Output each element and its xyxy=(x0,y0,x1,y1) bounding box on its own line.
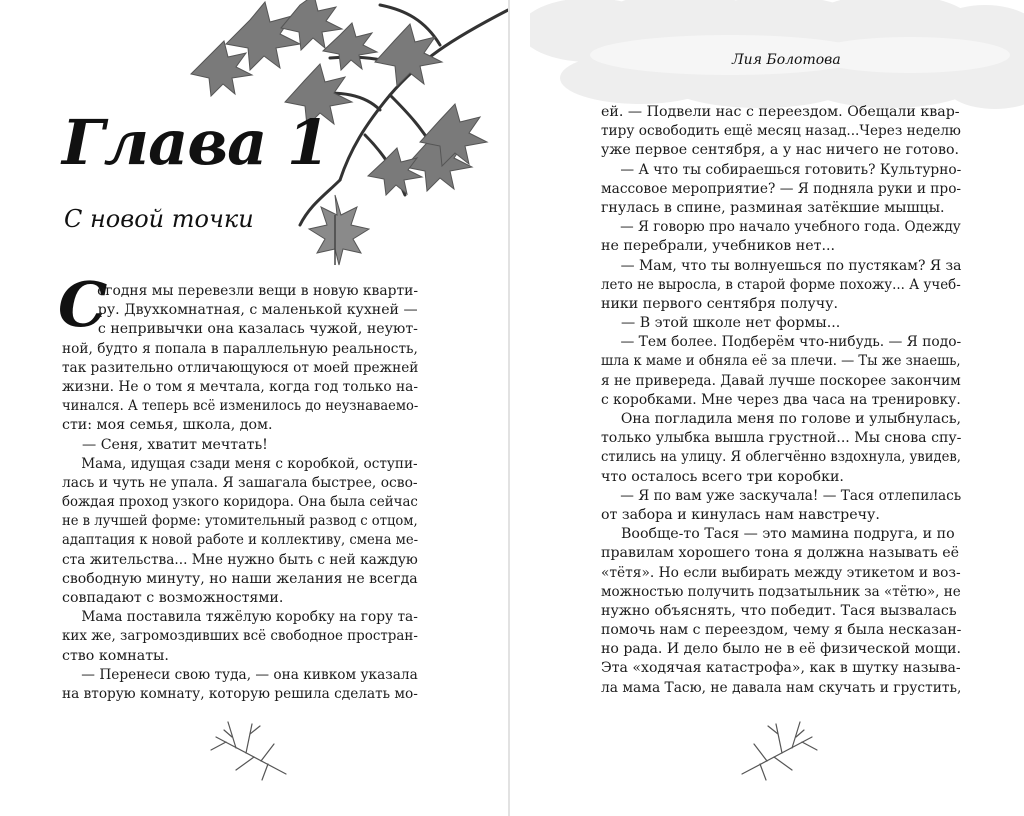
text-line: я не привереда. Давай лучше поскорее закончим xyxy=(601,372,961,389)
text-line: — Тем более. Подберём что-нибудь. — Я подо- xyxy=(620,334,962,351)
text-line: — Сеня, хватит мечтать! xyxy=(82,436,268,453)
text-line: — Я говорю про начало учебного года. Одежду xyxy=(620,219,961,236)
text-line: лето не выросла, в старой форме похожу... А учеб- xyxy=(601,276,961,293)
drop-cap: С xyxy=(58,268,108,341)
text-line: правилам хорошего тона я должна называть её xyxy=(601,545,959,562)
text-line: — Я по вам уже заскучала! — Тася отлепилась xyxy=(620,487,962,504)
text-line: только улыбка вышла грустной... Мы снова спу- xyxy=(601,430,962,447)
right-body-text xyxy=(601,103,961,698)
text-line: ей. — Подвели нас с переездом. Обещали квар- xyxy=(601,104,960,120)
text-line: но рада. И дело было не в её физической мощи. xyxy=(601,641,961,658)
text-line: Вообще-то Тася — это мамина подруга, и по xyxy=(621,526,955,543)
text-line: ла мама Тасю, не давала нам скучать и грустить, xyxy=(601,679,962,696)
text-line: Мама поставила тяжёлую коробку на гору та- xyxy=(81,609,418,626)
left-body-text xyxy=(58,268,419,704)
text-line: — Мам, что ты волнуешься по пустякам? Я за xyxy=(620,257,962,274)
right-page xyxy=(510,0,1024,816)
text-line: ной, будто я попала в параллельную реальность, xyxy=(62,340,418,357)
text-line: на вторую комнату, которую решила сделать мо- xyxy=(62,685,418,702)
text-line: что осталось всего три коробки. xyxy=(601,468,844,485)
text-line: тиру освободить ещё месяц назад...Через неделю xyxy=(601,123,961,140)
text-line: лась и чуть не упала. Я зашагала быстрее, осво- xyxy=(62,474,418,491)
text-line: Она погладила меня по голове и улыбнулась, xyxy=(620,411,962,427)
text-line: ство комнаты. xyxy=(62,647,169,664)
text-line: егодня мы перевезли вещи в новую кварти- xyxy=(97,283,419,299)
running-header-author: Лия Болотова xyxy=(732,52,841,68)
text-line: жизни. Не о том я мечтала, когда год только на- xyxy=(62,378,419,395)
text-line: ру. Двухкомнатная, с маленькой кухней — xyxy=(97,302,418,319)
text-line: не в лучшей форме: утомительный развод с отцом, xyxy=(62,513,418,530)
twig-ornament-icon xyxy=(206,712,296,782)
text-line: ких же, загромоздивших всё свободное простран- xyxy=(62,628,418,645)
text-line: бождая проход узкого коридора. Она была сейчас xyxy=(62,494,418,511)
text-line: так разительно отличающуюся от моей прежней xyxy=(62,359,419,376)
text-line: с коробками. Мне через два часа на тренировку. xyxy=(601,391,961,408)
text-line: «тётя». Но если выбирать между этикетом и воз- xyxy=(601,564,961,581)
text-line: с непривычки она казалась чужой, неуют- xyxy=(97,321,418,338)
text-line: свободную минуту, но наши желания не всегда xyxy=(62,570,418,587)
chapter-subtitle: С новой точки xyxy=(64,205,254,233)
text-line: Эта «ходячая катастрофа», как в шутку называ- xyxy=(601,660,961,677)
text-line: можностью получить подзатыльник за «тётю», не xyxy=(601,583,961,600)
text-line: уже первое сентября, а у нас ничего не готово. xyxy=(601,142,959,159)
text-line: нужно объяснять, что победит. Тася вызвалась xyxy=(601,602,957,619)
text-line: — Перенеси свою туда, — она кивком указала xyxy=(81,666,418,683)
text-line: совпадают с возможностями. xyxy=(62,590,284,606)
text-line: Мама, идущая сзади меня с коробкой, оступи- xyxy=(81,455,418,472)
text-line: от забора и кинулась нам навстречу. xyxy=(601,506,880,523)
text-line: ста жительства... Мне нужно быть с ней каждую xyxy=(62,551,418,568)
text-line: не перебрали, учебников нет... xyxy=(601,238,835,255)
left-page xyxy=(0,0,508,816)
chapter-title: Глава 1 xyxy=(62,106,329,179)
text-line: массовое мероприятие? — Я подняла руки и про- xyxy=(601,180,962,197)
text-line: — В этой школе нет формы... xyxy=(621,315,841,332)
text-line: стились на улицу. Я облегчённо вздохнула, увидев, xyxy=(601,449,961,466)
twig-ornament-icon xyxy=(732,712,822,782)
text-line: — А что ты собираешься готовить? Культурно- xyxy=(620,161,962,178)
text-line: гнулась в спине, разминая затёкшие мышцы. xyxy=(601,199,945,216)
text-line: адаптация к новой работе и коллективу, смена ме- xyxy=(62,532,419,549)
maple-leaf-illustration xyxy=(300,190,370,270)
text-line: помочь нам с переездом, чему я была несказан- xyxy=(601,622,962,639)
text-line: ники первого сентября получу. xyxy=(601,295,838,312)
text-line: сти: моя семья, школа, дом. xyxy=(62,417,273,434)
text-line: шла к маме и обняла её за плечи. — Ты же знаешь, xyxy=(601,353,961,370)
text-line: чинался. А теперь всё изменилось до неузнаваемо- xyxy=(62,398,419,415)
